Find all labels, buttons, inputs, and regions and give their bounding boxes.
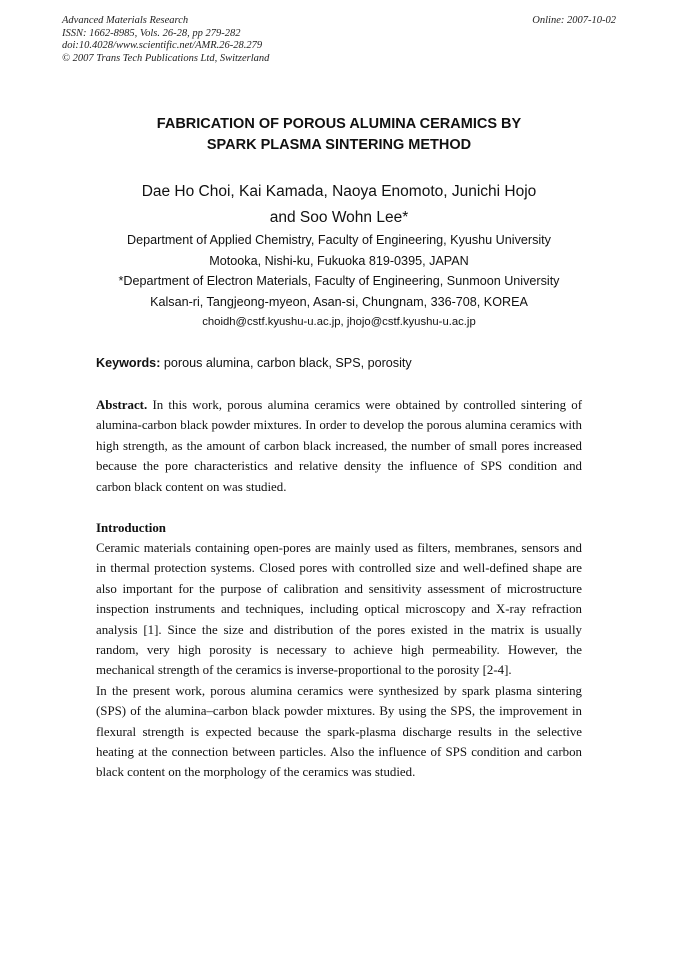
affiliations [86,230,592,333]
keywords-text: porous alumina, carbon black, SPS, porosity [160,356,412,370]
abstract-text: In this work, porous alumina ceramics were obtained by controlled sintering of alumina-carbon black powder mixtures. In order to develop the porous alumina ceramics with high strength, as the amount of carbon black increased, the number of small pores increased because the pore characteristics and relative density the influence of SPS condition and carbon black content on was studied. [96,398,582,494]
keywords-label: Keywords: [96,356,161,370]
abstract-label: Abstract. [96,398,148,412]
introduction-paragraph-2: In the present work, porous alumina ceramics were synthesized by spark plasma sintering (SPS) of the alumina–carbon black powder mixtures. By using the SPS, the improvement in flexural strength is expected because the spark-plasma discharge results in the selective heating at the connection between particles. Also the influence of SPS condition and carbon black content on the morphology of the ceramics was studied. [96,683,582,780]
introduction-heading: Introduction [96,521,166,535]
title-line-2: SPARK PLASMA SINTERING METHOD [206,137,472,153]
introduction-section [96,538,582,783]
paper-title [96,114,582,156]
introduction-paragraph-1: Ceramic materials containing open-pores are mainly used as filters, membranes, sensors and in thermal protection systems. Closed pores with controlled size and well-defined shape are also important for the purpose of calibration and sensitivity assessment of microstructure inspection instruments and techniques, including optical microscopy and X-ray refraction analysis [1]. Since the size and distribution of the pores existed in the matrix is usually random, very high porosity is necessary to achieve high permeability. However, the mechanical strength of the ceramics is inverse-proportional to the porosity [2-4]. [96,541,582,678]
affiliation-address-1: Motooka, Nishi-ku, Fukuoka 819-0395, JAPAN [209,253,469,268]
title-line-1: FABRICATION OF POROUS ALUMINA CERAMICS BY [156,116,522,132]
issn-line: ISSN: 1662-8985, Vols. 26-28, pp 279-282 [62,27,241,39]
authors-line-1: Dae Ho Choi, Kai Kamada, Naoya Enomoto, Junichi Hojo [141,183,537,200]
journal-header [62,15,618,65]
copyright-line: © 2007 Trans Tech Publications Ltd, Switzerland [62,52,270,64]
author-list [96,179,582,231]
affiliation-address-2: Kalsan-ri, Tangjeong-myeon, Asan-si, Chungnam, 336-708, KOREA [150,294,528,309]
author-emails: choidh@cstf.kyushu-u.ac.jp, jhojo@cstf.kyushu-u.ac.jp [202,316,476,328]
abstract-section [96,395,582,497]
doi-line: doi:10.4028/www.scientific.net/AMR.26-28.279 [62,40,263,51]
affiliation-dept-2: *Department of Electron Materials, Faculty of Engineering, Sunmoon University [118,274,560,288]
online-date: Online: 2007-10-02 [532,15,616,26]
journal-name: Advanced Materials Research [62,15,189,26]
authors-line-2: and Soo Wohn Lee* [269,209,409,226]
keywords-section [96,353,582,373]
affiliation-dept-1: Department of Applied Chemistry, Faculty of Engineering, Kyushu University [127,233,551,247]
